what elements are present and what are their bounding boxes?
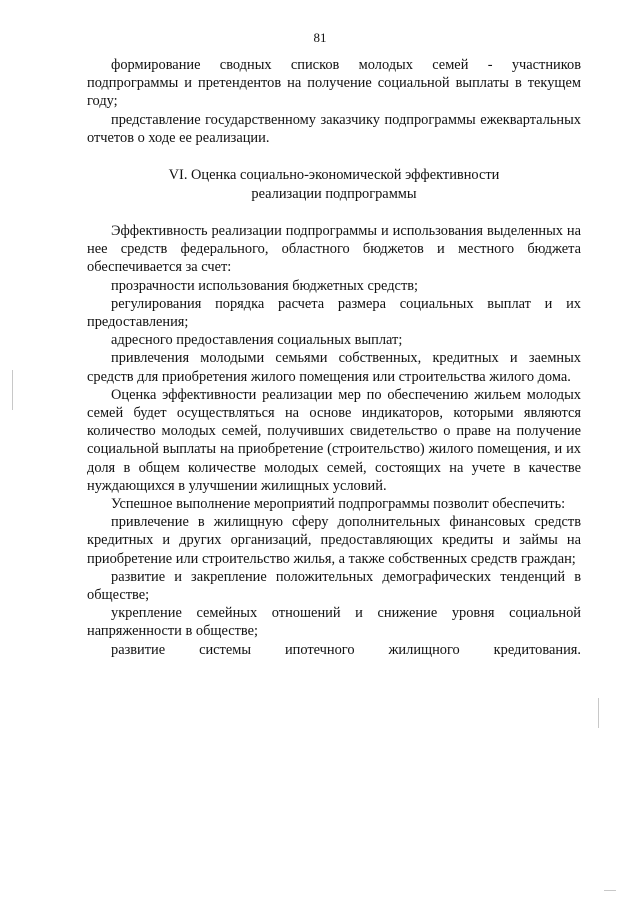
list-item: адресного предоставления социальных выплат; [111,332,403,349]
section-heading-line: реализации подпрограммы [251,185,417,202]
list-item: развитие и закрепление положительных демографических тенденций в обществе; [87,568,581,604]
list-item: прозрачности использования бюджетных средств; [111,277,419,294]
list-item: регулирования порядка расчета размера социальных выплат и их предоставления; [87,295,581,331]
section-heading [87,166,581,203]
paragraph: Оценка эффективности реализации мер по обеспечению жильем молодых семей будет осуществляться на основе индикаторов, которыми являются количество молодых семей, получивших свидетельство о праве на получение социальной выплаты на приобретение (строительство) жилого помещения, и их доля в общем количестве молодых семей, состоящих на учете в качестве нуждающихся в улучшении жилищных условий. [87,386,581,494]
paragraph: формирование сводных списков молодых семей - участников подпрограммы и претендентов на получение социальной выплаты в текущем году; [87,57,581,110]
paragraph: представление государственному заказчику подпрограммы ежеквартальных отчетов о ходе ее реализации. [87,111,581,146]
paragraph: Успешное выполнение мероприятий подпрограммы позволит обеспечить: [111,496,566,513]
list-item: развитие системы ипотечного жилищного кредитования. [111,641,581,658]
list-item: привлечения молодыми семьями собственных, кредитных и заемных средств для приобретения жилого помещения или строительства жилого дома. [87,350,581,385]
section-heading-line: VI. Оценка социально-экономической эффективности [168,167,500,184]
list-item: укрепление семейных отношений и снижение уровня социальной напряженности в обществе; [87,605,581,640]
scan-artifact-line [604,890,616,891]
page-number: 81 [313,30,327,45]
paragraph: Эффективность реализации подпрограммы и использования выделенных на нее средств федерального, областного бюджетов и местного бюджета обеспечивается за счет: [87,223,581,276]
document-body [87,56,581,659]
scan-artifact-line [12,370,13,410]
scan-artifact-line [598,698,599,728]
list-item: привлечение в жилищную сферу дополнительных финансовых средств кредитных и других организаций, предоставляющих кредиты и займы на приобретение или строительство жилья, а также собственных средств граждан; [87,514,581,567]
